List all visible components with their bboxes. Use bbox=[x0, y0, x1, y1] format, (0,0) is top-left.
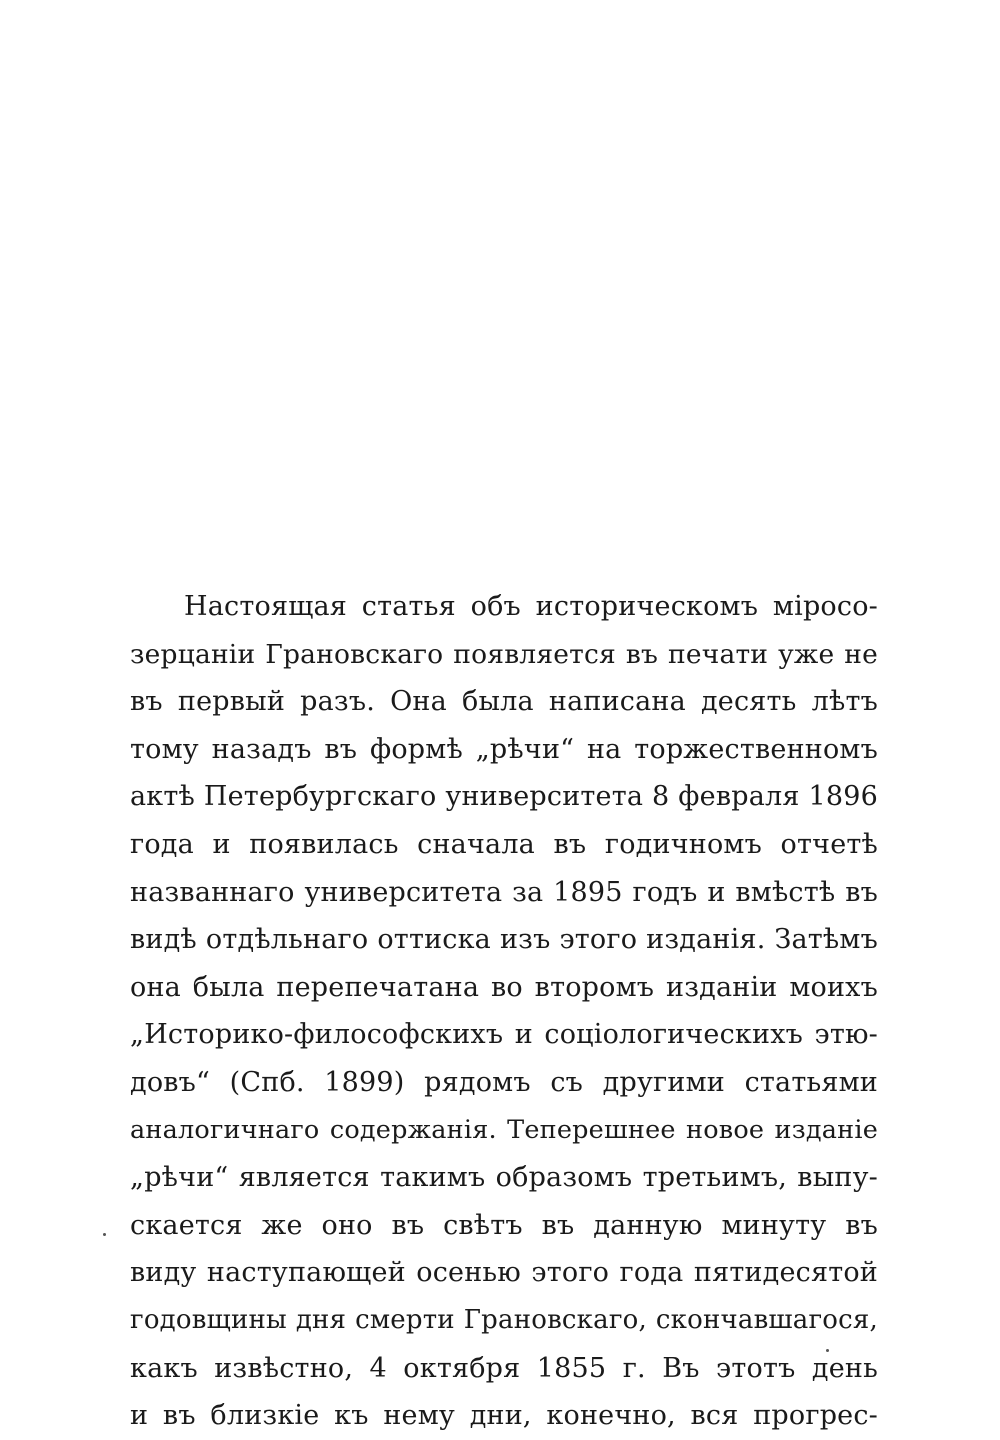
text-line-7: названнаго университета за 1895 годъ и вмѣстѣ въ bbox=[130, 876, 878, 908]
body-paragraph bbox=[130, 583, 878, 1440]
text-line-5: актѣ Петербургскаго университета 8 февраля 1896 bbox=[130, 781, 878, 813]
text-line-13: „рѣчи“ является такимъ образомъ третьимъ, выпу- bbox=[130, 1162, 878, 1194]
text-line-16: годовщины дня смерти Грановскаго, скончавшагося, bbox=[130, 1304, 878, 1335]
text-line-14: скается же оно въ свѣтъ въ данную минуту въ bbox=[130, 1209, 878, 1241]
text-line-4: тому назадъ въ формѣ „рѣчи“ на торжественномъ bbox=[130, 733, 878, 765]
text-line-3: въ первый разъ. Она была написана десять лѣтъ bbox=[130, 686, 878, 718]
text-line-6: года и появилась сначала въ годичномъ отчетѣ bbox=[130, 828, 878, 860]
text-line-9: она была перепечатана во второмъ изданіи моихъ bbox=[130, 971, 878, 1003]
text-line-10: „Историко-философскихъ и соціологическихъ этю- bbox=[130, 1019, 878, 1051]
text-line-12: аналогичнаго содержанія. Теперешнее новое изданіе bbox=[130, 1114, 878, 1145]
scan-speck-right bbox=[826, 1349, 829, 1352]
text-line-1: Настоящая статья объ историческомъ міросо- bbox=[184, 591, 878, 622]
text-line-18: и въ близкіе къ нему дни, конечно, вся прогрес- bbox=[130, 1400, 878, 1432]
text-line-2: зерцаніи Грановскаго появляется въ печати уже не bbox=[130, 638, 878, 670]
text-line-15: виду наступающей осенью этого года пятидесятой bbox=[130, 1257, 878, 1289]
text-line-8: видѣ отдѣльнаго оттиска изъ этого изданія. Затѣмъ bbox=[130, 924, 878, 956]
scan-speck-left bbox=[103, 1233, 106, 1236]
text-line-11: довъ“ (Спб. 1899) рядомъ съ другими статьями bbox=[130, 1066, 878, 1098]
text-line-17: какъ извѣстно, 4 октября 1855 г. Въ этотъ день bbox=[130, 1352, 878, 1384]
